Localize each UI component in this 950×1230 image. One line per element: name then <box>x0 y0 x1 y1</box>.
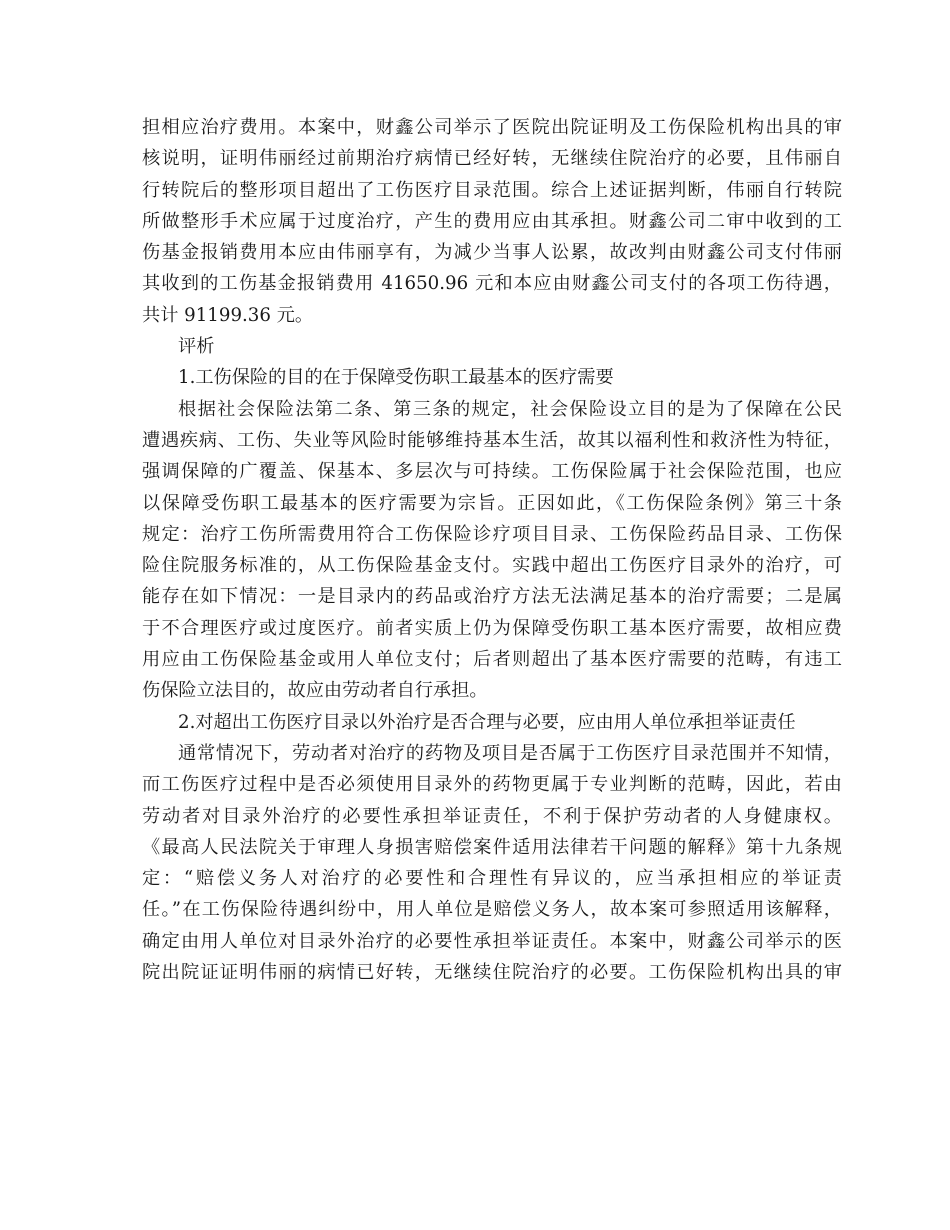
paragraph-line: 规定：治疗工伤所需费用符合工伤保险诊疗项目目录、工伤保险药品目录、工伤保 <box>142 523 842 545</box>
paragraph-line: 险住院服务标准的，从工伤保险基金支付。实践中超出工伤医疗目录外的治疗，可 <box>142 555 842 577</box>
paragraph-line: 于不合理医疗或过度医疗。前者实质上仍为保障受伤职工基本医疗需要，故相应费 <box>142 617 842 639</box>
paragraph-line: 伤保险立法目的，故应由劳动者自行承担。 <box>142 680 488 702</box>
paragraph-line: 伤基金报销费用本应由伟丽享有，为减少当事人讼累，故改判由财鑫公司支付伟丽 <box>142 242 842 264</box>
document-body <box>142 112 842 988</box>
paragraph-line: 行转院后的整形项目超出了工伤医疗目录范围。综合上述证据判断，伟丽自行转院 <box>142 179 842 201</box>
paragraph-line: 所做整形手术应属于过度治疗，产生的费用应由其承担。财鑫公司二审中收到的工 <box>142 210 842 232</box>
paragraph-line: 确定由用人单位对目录外治疗的必要性承担举证责任。本案中，财鑫公司举示的医 <box>142 930 842 952</box>
paragraph-line: 根据社会保险法第二条、第三条的规定，社会保险设立目的是为了保障在公民 <box>178 398 842 420</box>
paragraph-line: 核说明，证明伟丽经过前期治疗病情已经好转，无继续住院治疗的必要，且伟丽自 <box>142 148 842 170</box>
paragraph-line: 定：“赔偿义务人对治疗的必要性和合理性有异议的，应当承担相应的举证责 <box>142 868 842 890</box>
paragraph-line: 通常情况下，劳动者对治疗的药物及项目是否属于工伤医疗目录范围并不知情， <box>178 742 842 764</box>
paragraph-line: 共计 91199.36 元。 <box>142 304 314 326</box>
paragraph-line: 强调保障的广覆盖、保基本、多层次与可持续。工伤保险属于社会保险范围，也应 <box>142 461 842 483</box>
section-heading: 评析 <box>178 336 215 358</box>
subsection-heading: 2.对超出工伤医疗目录以外治疗是否合理与必要，应由用人单位承担举证责任 <box>178 711 796 733</box>
paragraph-line: 能存在如下情况：一是目录内的药品或治疗方法无法满足基本的治疗需要；二是属 <box>142 586 842 608</box>
paragraph-line: 劳动者对目录外治疗的必要性承担举证责任，不利于保护劳动者的人身健康权。 <box>142 805 842 827</box>
paragraph-line: 用应由工伤保险基金或用人单位支付；后者则超出了基本医疗需要的范畴，有违工 <box>142 649 842 671</box>
paragraph-line: 而工伤医疗过程中是否必须使用目录外的药物更属于专业判断的范畴，因此，若由 <box>142 774 842 796</box>
paragraph-line: 《最高人民法院关于审理人身损害赔偿案件适用法律若干问题的解释》第十九条规 <box>142 836 842 858</box>
paragraph-line: 遭遇疾病、工伤、失业等风险时能够维持基本生活，故其以福利性和救济性为特征， <box>142 429 842 451</box>
paragraph-line: 任。”在工伤保险待遇纠纷中，用人单位是赔偿义务人，故本案可参照适用该解释， <box>142 899 842 921</box>
paragraph-line: 以保障受伤职工最基本的医疗需要为宗旨。正因如此，《工伤保险条例》第三十条 <box>142 492 842 514</box>
paragraph-line: 担相应治疗费用。本案中，财鑫公司举示了医院出院证明及工伤保险机构出具的审 <box>142 117 842 138</box>
paragraph-line: 院出院证证明伟丽的病情已好转，无继续住院治疗的必要。工伤保险机构出具的审 <box>142 962 842 984</box>
paragraph-line: 其收到的工伤基金报销费用 41650.96 元和本应由财鑫公司支付的各项工伤待遇， <box>142 273 842 295</box>
subsection-heading: 1.工伤保险的目的在于保障受伤职工最基本的医疗需要 <box>178 367 614 389</box>
